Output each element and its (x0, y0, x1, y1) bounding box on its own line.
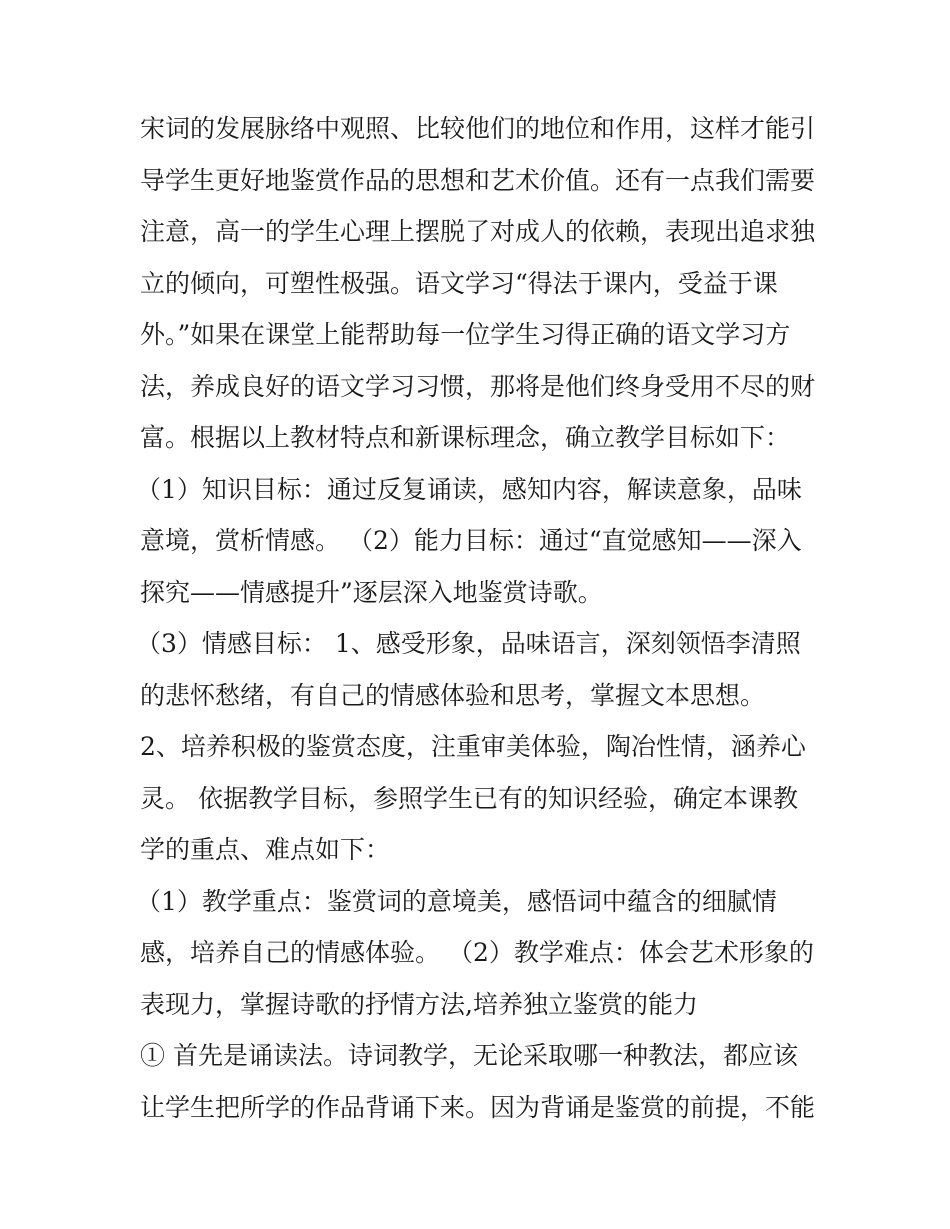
text-line: 富。根据以上教材特点和新课标理念，确立教学目标如下： (140, 423, 791, 452)
text-line: ① 首先是诵读法。诗词教学，无论采取哪一种教法，都应该 (140, 1041, 798, 1070)
text-line: （1）教学重点：鉴赏词的意境美，感悟词中蕴含的细腻情 (136, 886, 777, 916)
text-line: （3）情感目标： 1、感受形象，品味语言，深刻领悟李清照 (136, 629, 801, 658)
text-line: 2、培养积极的鉴赏态度，注重审美体验，陶冶性情，涵养心 (140, 732, 806, 761)
text-line: 外。”如果在课堂上能帮助每一位学生习得正确的语文学习方 (140, 320, 791, 349)
text-line: 宋词的发展脉络中观照、比较他们的地位和作用，这样才能引 (140, 114, 816, 143)
text-line: 表现力，掌握诗歌的抒情方法,培养独立鉴赏的能力 (140, 989, 698, 1019)
body-text (136, 103, 830, 1133)
text-line: 导学生更好地鉴赏作品的思想和艺术价值。还有一点我们需要 (140, 165, 816, 195)
text-line: 意境，赏析情感。 （2）能力目标：通过“直觉感知——深入 (140, 526, 802, 555)
text-line: 注意，高一的学生心理上摆脱了对成人的依赖，表现出追求独 (140, 217, 816, 246)
text-line: 让学生把所学的作品背诵下来。因为背诵是鉴赏的前提，不能 (140, 1092, 816, 1122)
text-line: 立的倾向，可塑性极强。语文学习“得法于课内，受益于课 (140, 268, 778, 298)
text-line: 学的重点、难点如下： (140, 835, 391, 864)
text-line: （1）知识目标：通过反复诵读，感知内容，解读意象，品味 (136, 474, 802, 504)
text-line: 的悲怀愁绪，有自己的情感体验和思考，掌握文本思想。 (140, 680, 766, 710)
text-line: 探究——情感提升”逐层深入地鉴赏诗歌。 (140, 577, 603, 607)
text-line: 灵。 依据教学目标，参照学生已有的知识经验，确定本课教 (140, 783, 798, 813)
text-line: 感，培养自己的情感体验。 （2）教学难点：体会艺术形象的 (140, 938, 814, 967)
text-line: 法，养成良好的语文学习习惯，那将是他们终身受用不尽的财 (140, 371, 816, 401)
